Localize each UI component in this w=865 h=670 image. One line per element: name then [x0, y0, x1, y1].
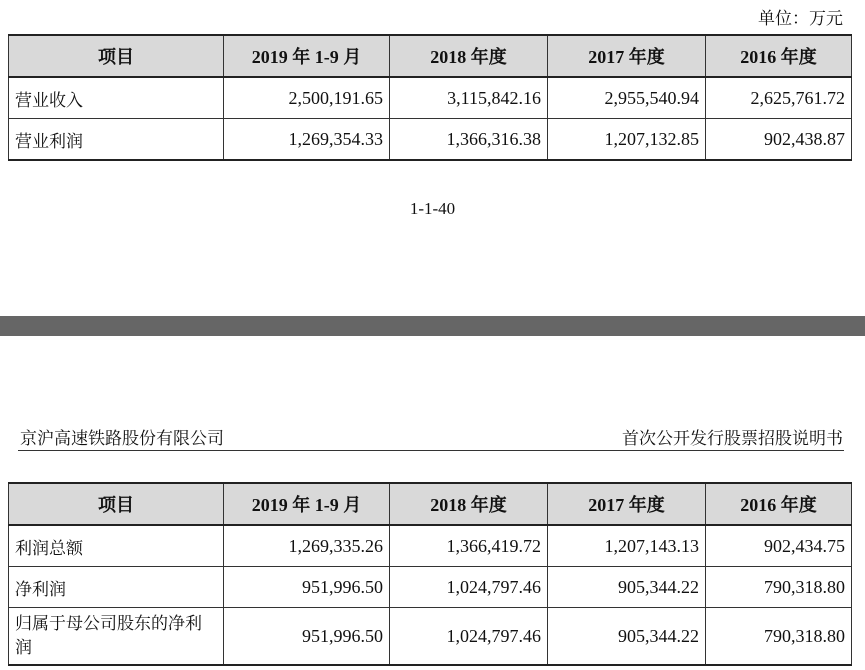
- table-cell: 1,024,797.46: [390, 567, 548, 608]
- table-row: [9, 77, 852, 119]
- column-header-2016: 2016 年度: [706, 483, 852, 525]
- table-row: [9, 567, 852, 608]
- company-name: 京沪高速铁路股份有限公司: [20, 429, 224, 449]
- column-header-2019q3: 2019 年 1-9 月: [224, 35, 390, 77]
- table-cell: 1,207,132.85: [548, 119, 706, 161]
- table-cell: 3,115,842.16: [390, 77, 548, 119]
- page-divider: [0, 316, 865, 336]
- row-label-revenue: 营业收入: [9, 77, 224, 119]
- financial-table-bottom: [8, 482, 852, 666]
- row-label-total-profit: 利润总额: [9, 525, 224, 567]
- row-label-operating-profit: 营业利润: [9, 119, 224, 161]
- financial-table-top: [8, 34, 852, 161]
- column-header-2019q3: 2019 年 1-9 月: [224, 483, 390, 525]
- table-cell: 790,318.80: [706, 608, 852, 666]
- column-header-2016: 2016 年度: [706, 35, 852, 77]
- table-cell: 1,269,354.33: [224, 119, 390, 161]
- table-row: [9, 525, 852, 567]
- table-cell: 1,366,419.72: [390, 525, 548, 567]
- table-cell: 2,500,191.65: [224, 77, 390, 119]
- table-cell: 1,024,797.46: [390, 608, 548, 666]
- table-cell: 951,996.50: [224, 608, 390, 666]
- unit-label: 单位：万元: [758, 9, 843, 29]
- header-rule: [18, 450, 844, 451]
- table-cell: 790,318.80: [706, 567, 852, 608]
- table-row: [9, 119, 852, 161]
- column-header-item: 项目: [9, 35, 224, 77]
- page-number: 1-1-40: [409, 199, 456, 218]
- table-cell: 1,366,316.38: [390, 119, 548, 161]
- table-cell: 902,438.87: [706, 119, 852, 161]
- table-cell: 2,955,540.94: [548, 77, 706, 119]
- row-label-net-profit: 净利润: [9, 567, 224, 608]
- table-row: [9, 608, 852, 666]
- column-header-2017: 2017 年度: [548, 483, 706, 525]
- table-cell: 2,625,761.72: [706, 77, 852, 119]
- column-header-2018: 2018 年度: [390, 35, 548, 77]
- table-cell: 905,344.22: [548, 608, 706, 666]
- column-header-2018: 2018 年度: [390, 483, 548, 525]
- table-header-row: [9, 35, 852, 77]
- document-title: 首次公开发行股票招股说明书: [622, 429, 843, 449]
- row-label-net-profit-parent: 归属于母公司股东的净利润: [9, 608, 224, 666]
- table-cell: 951,996.50: [224, 567, 390, 608]
- table-cell: 905,344.22: [548, 567, 706, 608]
- column-header-2017: 2017 年度: [548, 35, 706, 77]
- column-header-item: 项目: [9, 483, 224, 525]
- table-cell: 1,207,143.13: [548, 525, 706, 567]
- table-cell: 1,269,335.26: [224, 525, 390, 567]
- table-header-row: [9, 483, 852, 525]
- table-cell: 902,434.75: [706, 525, 852, 567]
